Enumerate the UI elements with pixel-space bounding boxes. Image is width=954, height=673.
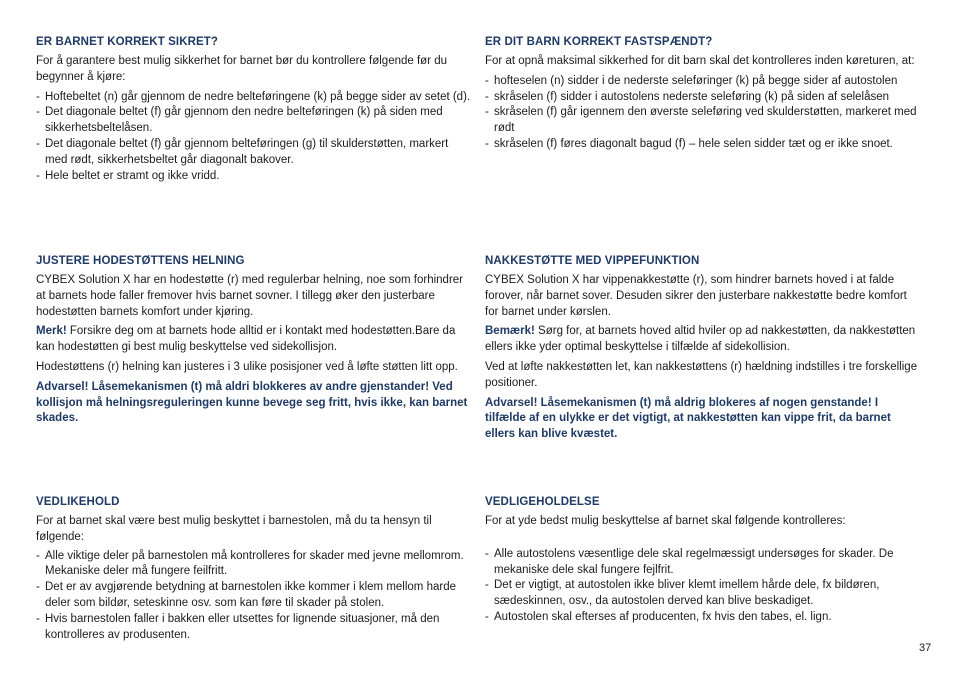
warning-text: Advarsel! Låsemekanismen (t) må aldrig blokeres af nogen genstande! I tilfælde af en ulykke er det vigtigt, at nakkestøtten kan vippe frit, da barnet ellers kan blive kvæstet.: [485, 396, 891, 441]
list-item: - Det er vigtigt, at autostolen ikke bliver klemt imellem hårde dele, fx bildøren, sædeskinnen, osv., da autostolen derved kan blive beskadiget.: [485, 578, 921, 610]
section-belt-check-no: [36, 35, 472, 184]
section-paragraph: CYBEX Solution X har vippenakkestøtte (r), som hindrer barnets hoved i at falde forover, når barnet sover. Desuden sikrer den justerbare nakkestøtte bedre komfort for barnet under kørslen.: [485, 274, 907, 318]
section-title: JUSTERE HODESTØTTENS HELNING: [36, 255, 245, 267]
note-label: Merk!: [36, 325, 67, 338]
note-paragraph: [485, 324, 921, 356]
list-item: - hofteselen (n) sidder i de nederste seleføringer (k) på begge sider af autostolen: [485, 74, 921, 90]
list-item: - Hvis barnestolen faller i bakken eller utsettes for lignende situasjoner, må den kontrolleres av produsenten.: [36, 612, 472, 644]
section-title: ER DIT BARN KORREKT FASTSPÆNDT?: [485, 36, 713, 48]
warning-text: Advarsel! Låsemekanismen (t) må aldri blokkeres av andre gjenstander! Ved kollisjon må helningsreguleringen kunne bevege seg fritt, hvis ikke, kan barnet skades.: [36, 380, 468, 425]
list-item: - Det diagonale beltet (f) går gjennom den nedre belteføringen (k) på siden med sikkerhetsbeltelåsen.: [36, 105, 472, 137]
section-intro: For å garantere best mulig sikkerhet for barnet bør du kontrollere følgende før du begynner å kjøre:: [36, 55, 448, 83]
checklist: [485, 74, 921, 153]
list-item: - skråselen (f) sidder i autostolens nederste seleføring (k) på siden af selelåsen: [485, 90, 921, 106]
page-number: 37: [919, 642, 932, 654]
section-maintenance-no: [36, 495, 472, 643]
list-item: - Hele beltet er stramt og ikke vridd.: [36, 169, 472, 185]
section-belt-check-da: [485, 35, 921, 153]
section-intro: For at barnet skal være best mulig beskyttet i barnestolen, må du ta hensyn til følgende:: [36, 515, 432, 543]
section-paragraph: Ved at løfte nakkestøtten let, kan nakkestøttens (r) hældning indstilles i tre forskellige positioner.: [485, 360, 918, 389]
section-title: VEDLIGEHOLDELSE: [485, 496, 600, 508]
note-text: Forsikre deg om at barnets hode alltid er i kontakt med hodestøtten.Bare da kan hodestøtten gi best mulig beskyttelse ved sidekollisjon.: [36, 325, 456, 354]
section-intro: For at yde bedst mulig beskyttelse af barnet skal følgende kontrolleres:: [485, 515, 846, 527]
list-item: - skråselen (f) går igennem den øverste seleføring ved skulderstøtten, markeret med rødt: [485, 105, 921, 137]
checklist: [36, 549, 472, 644]
list-item: - Det er av avgjørende betydning at barnestolen ikke kommer i klem mellom harde deler som bildør, seteskinne osv. som kan føre til skader på stolen.: [36, 580, 472, 612]
list-item: - Det diagonale beltet (f) går gjennom belteføringen (g) til skulderstøtten, markert med rødt, sikkerhetsbeltet går diagonalt bakover.: [36, 137, 472, 169]
note-text: Sørg for, at barnets hoved altid hviler op ad nakkestøtten, da nakkestøtten ellers ikke yder optimal beskyttelse i tilfælde af sidekollision.: [485, 325, 916, 354]
list-item: - Alle viktige deler på barnestolen må kontrolleres for skader med jevne mellomrom. Mekaniske deler må fungere feilfritt.: [36, 549, 472, 581]
list-item: - skråselen (f) føres diagonalt bagud (f) – hele selen sidder tæt og er ikke snoet.: [485, 137, 921, 153]
section-title: VEDLIKEHOLD: [36, 496, 120, 508]
section-title: ER BARNET KORREKT SIKRET?: [36, 36, 219, 48]
list-item: - Autostolen skal efterses af producenten, fx hvis den tabes, el. lign.: [485, 610, 921, 626]
note-label: Bemærk!: [485, 325, 535, 338]
section-title: NAKKESTØTTE MED VIPPEFUNKTION: [485, 255, 700, 267]
checklist: [485, 547, 921, 626]
section-headrest-tilt-da: [485, 254, 921, 443]
section-paragraph: CYBEX Solution X har en hodestøtte (r) med regulerbar helning, noe som forhindrer at barnets hode faller fremover hvis barnet sovner. I tillegg øker den justerbare hodestøtten barnets komfort under kjøring.: [36, 274, 463, 318]
section-paragraph: Hodestøttens (r) helning kan justeres i 3 ulike posisjoner ved å løfte støtten litt opp.: [36, 360, 458, 373]
section-headrest-tilt-no: [36, 254, 472, 427]
note-paragraph: [36, 324, 472, 356]
section-intro: For at opnå maksimal sikkerhed for dit barn skal det kontrolleres inden køreturen, at:: [485, 55, 915, 67]
list-item: - Alle autostolens væsentlige dele skal regelmæssigt undersøges for skader. De mekaniske dele skal fungere fejlfrit.: [485, 547, 921, 579]
checklist: [36, 90, 472, 185]
section-maintenance-da: [485, 495, 921, 626]
list-item: - Hoftebeltet (n) går gjennom de nedre belteføringene (k) på begge sider av setet (d).: [36, 90, 472, 106]
